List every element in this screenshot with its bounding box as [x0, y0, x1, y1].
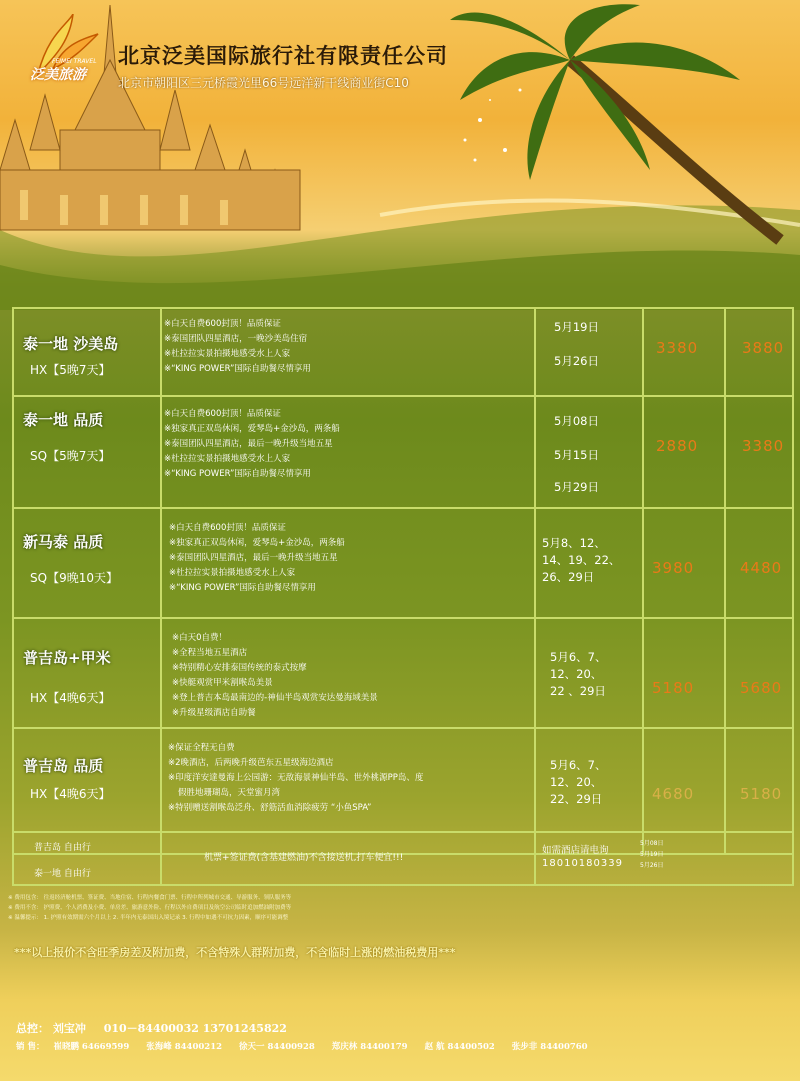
- general-contact: [16, 1020, 287, 1036]
- feature-item: ※“KING POWER”国际自助餐尽情享用: [169, 583, 316, 593]
- price-adult: 4680: [652, 785, 695, 803]
- price-adult: 5180: [652, 679, 695, 697]
- free-travel-name: 普吉岛 自由行: [34, 843, 91, 853]
- feature-item: ※白天自费600封顶！品质保证: [164, 319, 281, 329]
- departure-date: 5月29日: [554, 480, 599, 494]
- route-row[interactable]: [14, 395, 792, 509]
- column-divider: [160, 830, 162, 884]
- price-adult: 3380: [656, 339, 699, 357]
- departure-date: 22、29日: [550, 792, 603, 806]
- departure-date: 5月26日: [554, 354, 599, 368]
- sales-label: 销 售：: [16, 1042, 45, 1052]
- sales-contact[interactable]: 张海峰 84400212: [146, 1042, 223, 1052]
- departure-date: 14、19、22、: [542, 553, 621, 567]
- feature-item: ※杜拉拉实景拍摄地感受水上人家: [164, 349, 291, 359]
- feature-item: ※快艇观赏甲米割喉岛美景: [172, 678, 273, 688]
- feature-item: ※杜拉拉实景拍摄地感受水上人家: [164, 454, 291, 464]
- general-contact-name: 刘宝冲: [52, 1022, 86, 1035]
- route-name: 普吉岛+甲米: [23, 649, 111, 667]
- feature-item: ※泰国团队四星酒店，一晚沙美岛住宿: [164, 334, 308, 344]
- route-name: 泰一地 沙美岛: [23, 335, 119, 353]
- departure-date: 12、20、: [550, 667, 603, 681]
- departure-date: 5月8、12、: [542, 536, 606, 550]
- route-code: HX【4晚6天】: [30, 787, 111, 801]
- feature-item: ※泰国团队四星酒店，最后一晚升级当地五星: [164, 439, 333, 449]
- free-travel-name: 泰一地 自由行: [34, 869, 91, 879]
- sales-contact[interactable]: 徐天一 84400928: [239, 1042, 315, 1052]
- route-name: 泰一地 品质: [23, 411, 104, 429]
- departure-date: 26、29日: [542, 570, 595, 584]
- route-row[interactable]: [14, 617, 792, 729]
- feature-item: ※2晚酒店，后两晚升级芭东五星级海边酒店: [168, 758, 334, 768]
- company-name: 北京泛美国际旅行社有限责任公司: [118, 44, 448, 68]
- feature-item: ※保证全程无自费: [168, 743, 235, 753]
- sales-contacts: [16, 1040, 588, 1052]
- feature-item: ※泰国团队四星酒店，最后一晚升级当地五星: [169, 553, 338, 563]
- route-code: HX【4晚6天】: [30, 691, 111, 705]
- column-divider: [534, 830, 536, 884]
- hotel-inquiry-phone[interactable]: 18010180339: [542, 858, 623, 869]
- price-peak: 5180: [740, 785, 783, 803]
- sales-contact[interactable]: 郑庆林 84400179: [331, 1042, 408, 1052]
- route-features: [164, 407, 534, 482]
- price-peak: 5680: [740, 679, 783, 697]
- feature-item: ※独家真正双岛休闲，爱琴岛+金沙岛，两条船: [169, 538, 345, 548]
- price-peak: 3380: [742, 437, 785, 455]
- departure-date: 5月15日: [554, 448, 599, 462]
- departure-date: 5月08日: [554, 414, 599, 428]
- price-peak: 4480: [740, 559, 783, 577]
- free-travel-description: 机票+签证费(含基建燃油)不含接送机,打车便宜!!!: [204, 853, 404, 863]
- company-address: 北京市朝阳区三元桥霞光里66号远洋新干线商业街C10: [118, 76, 409, 90]
- route-code: SQ【9晚10天】: [30, 571, 118, 585]
- route-features: [169, 521, 539, 596]
- price-adult: 3980: [652, 559, 695, 577]
- feature-item: ※全程当地五星酒店: [172, 648, 248, 658]
- route-row[interactable]: [14, 507, 792, 619]
- feature-item: ※登上普吉本岛最南边的-神仙半岛观赏安达曼海域美景: [172, 693, 378, 703]
- feature-item: ※升级星级酒店自助餐: [172, 708, 256, 718]
- hotel-inquiry-note: 如需酒店请电询: [542, 845, 609, 856]
- feature-item: 假胜地珊瑚岛，天堂蜜月湾: [178, 788, 281, 798]
- feature-item: ※杜拉拉实景拍摄地感受水上人家: [169, 568, 296, 578]
- departure-date: 5月08日: [640, 840, 664, 847]
- departure-date: 5月19日: [640, 851, 664, 858]
- logo-text: 泛美旅游: [30, 67, 86, 83]
- palm-tree-illustration: [450, 0, 800, 260]
- feature-item: ※白天自费600封顶！品质保证: [164, 409, 281, 419]
- feature-item: ※白天0自费！: [172, 633, 228, 643]
- price-warning: ***以上报价不含旺季房差及附加费，不含特殊人群附加费，不含临时上涨的燃油税费用***: [14, 946, 456, 959]
- route-row[interactable]: [14, 727, 792, 833]
- general-contact-phones[interactable]: 010－84400032 13701245822: [103, 1022, 287, 1035]
- free-travel-dates: [640, 838, 663, 871]
- feature-item: ※“KING POWER”国际自助餐尽情享用: [164, 469, 311, 479]
- price-peak: 3880: [742, 339, 785, 357]
- route-code: HX【5晚7天】: [30, 363, 111, 377]
- departure-date: 22 、29日: [550, 684, 606, 698]
- route-features: [168, 741, 538, 816]
- departure-date: 12、20、: [550, 775, 603, 789]
- route-price-table: [12, 307, 794, 855]
- feature-item: ※特别赠送割喉岛泛舟、舒筋活血消除疲劳 “小鱼SPA”: [168, 803, 372, 813]
- logo-subtext: FEIMEI TRAVEL: [52, 58, 97, 65]
- price-adult: 2880: [656, 437, 699, 455]
- general-contact-label: 总控：: [16, 1022, 49, 1035]
- sales-contact[interactable]: 赵 航 84400502: [424, 1042, 495, 1052]
- route-name: 普吉岛 品质: [23, 757, 104, 775]
- route-name: 新马泰 品质: [23, 533, 104, 551]
- feature-item: ※特别精心安排泰国传统的泰式按摩: [172, 663, 307, 673]
- feature-item: ※“KING POWER”国际自助餐尽情享用: [164, 364, 311, 374]
- departure-date: 5月26日: [640, 862, 664, 869]
- feature-item: ※独家真正双岛休闲，爱琴岛+金沙岛，两条船: [164, 424, 340, 434]
- route-features: [172, 631, 542, 721]
- departure-date: 5月6、7、: [550, 650, 607, 664]
- departure-date: 5月19日: [554, 320, 599, 334]
- route-features: [164, 317, 534, 377]
- route-row[interactable]: [14, 309, 792, 397]
- free-travel-section[interactable]: [12, 830, 794, 886]
- sales-contact[interactable]: 崔晓鹏 64669599: [53, 1042, 130, 1052]
- sales-contact[interactable]: 张步非 84400760: [511, 1042, 588, 1052]
- feature-item: ※印度洋安達曼海上公园游：无敌海景神仙半岛、世外桃源PP岛、度: [168, 773, 424, 783]
- note-line: ※ 费用不含： 护照费、个人消费及小费、单房差、旅游意外险、行程以外自费项目及航空公司临时追加燃油附加费等: [8, 905, 292, 911]
- route-code: SQ【5晚7天】: [30, 449, 111, 463]
- feature-item: ※白天自费600封顶！品质保证: [169, 523, 286, 533]
- departure-date: 5月6、7、: [550, 758, 607, 772]
- terms-notes: [8, 893, 291, 923]
- note-line: ※ 温馨提示： 1. 护照有效期需六个月以上 2. 半年内无泰国出入境记录 3. 行程中如遇不可抗力因素，顺序可能调整: [8, 915, 289, 921]
- note-line: ※ 费用包含： 往返经济舱机票、签证费、当地住宿、行程内餐食门票、行程中所列城市交通、导游服务、领队服务等: [8, 895, 292, 901]
